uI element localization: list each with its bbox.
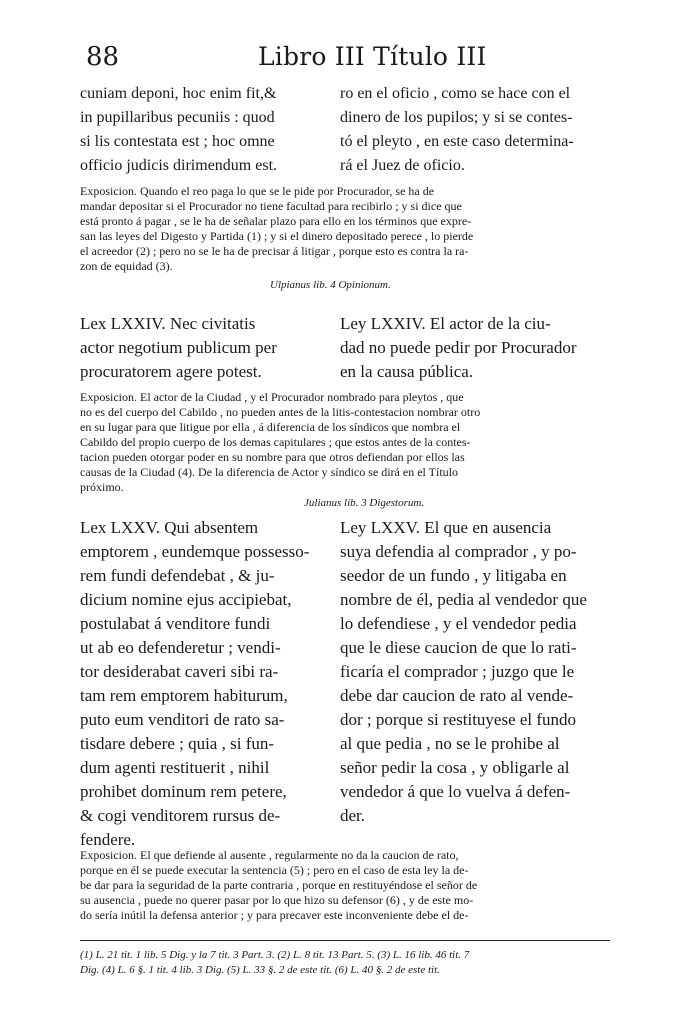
page-number: 88 — [86, 42, 120, 72]
lex-75 — [80, 516, 610, 852]
exposicion-2: Exposicion. El actor de la Ciudad , y el Procurador nombrado para pleytos , que no es del cuerpo del Cabildo , no pueden antes de la litis-contestacion nombrar otro en su lugar para que litigue por ella , á diferencia de los síndicos que nombra el Cabildo del propio cuerpo de los demas capitulares ; que estos antes de la contes- tacion pueden otorgar poder en su nombre para que otros defiendan por ellos las causas de la Ciudad (4). De la diferencia de Actor y síndico se dirá en el Título próximo. — [80, 390, 481, 494]
footnote-rule — [80, 940, 610, 941]
intro-latin-column: cuniam deponi, hoc enim fit,& in pupillaribus pecuniis : quod si lis contestata est ; hoc omne officio judicis dirimendum est. — [80, 85, 278, 174]
exposicion-1-attribution: Ulpianus lib. 4 Opinionum. — [270, 279, 391, 291]
lex-74-latin-column: Lex LXXIV. Nec civitatis actor negotium publicum per procuratorem agere potest. — [80, 314, 277, 381]
section-intro — [80, 82, 610, 178]
lex-74-spanish-column: Ley LXXIV. El actor de la ciu- dad no puede pedir por Procurador en la causa pública. — [340, 314, 577, 381]
lex-74 — [80, 312, 610, 384]
intro-spanish-column: ro en el oficio , como se hace con el dinero de los pupilos; y si se contes- tó el pleyto , en este caso determina- rá el Juez de oficio. — [340, 85, 574, 174]
exposicion-1: Exposicion. Quando el reo paga lo que se le pide por Procurador, se ha de mandar depositar si el Procurador no tiene facultad para recibirlo ; y si dice que está pronto á pagar , se le ha de señalar plazo para ello en los términos que expre- san las leyes del Digesto y Partida (1) ; y si el dinero depositado perece , lo pierde el acreedor (2) ; pero no se le ha de precisar á litigar , porque esto es contra la ra- zon de equidad (3). — [80, 184, 474, 273]
lex-75-latin-column: Lex LXXV. Qui absentem emptorem , eundemque possesso- rem fundi defendebat , & ju- dicium nomine ejus accipiebat, postulabat á venditore fundi ut ab eo defenderetur ; vendi- tor desiderabat caveri sibi ra- tam rem emptorem habiturum, puto eum venditori de rato sa- tisdare debere ; quia , si fun- dum agenti restituerit , nihil prohibet dominum rem petere, & cogi venditorem rursus de- fendere. — [80, 518, 310, 849]
lex-75-spanish-column: Ley LXXV. El que en ausencia suya defendia al comprador , y po- seedor de un fundo , y litigaba en nombre de él, pedia al vendedor que lo defendiese , y el vendedor pedia que le diese caucion de que lo rati- ficaría el comprador ; juzgo que le debe dar caucion de rato al vende- dor ; porque si restituyese el fundo al que pedia , no se le prohibe al señor pedir la cosa , y obligarle al vendedor á que lo vuelva á defen- der. — [340, 518, 587, 825]
exposicion-2-attribution: Julianus lib. 3 Digestorum. — [304, 497, 425, 509]
exposicion-3: Exposicion. El que defiende al ausente , regularmente no da la caucion de rato, porque en él se puede executar la sentencia (5) ; pero en el caso de esta ley la de- be dar para la seguridad de la parte contraria , porque en restituyéndose el señor de su ausencia , puede no querer pasar por lo que hizo su defensor (6) , y de este mo- do sería inútil la defensa anterior ; y para precaver este inconveniente debe el de- — [80, 848, 478, 922]
running-title: Libro III Título III — [258, 42, 487, 71]
footnotes: (1) L. 21 tit. 1 lib. 5 Dig. y la 7 tit. 3 Part. 3. (2) L. 8 tit. 13 Part. 5. (3) L. 16 lib. 46 tit. 7 Dig. (4) L. 6 §. 1 tit. 4 lib. 3 Dig. (5) L. 33 §. 2 de este tit. (6) L. 40 §. 2 de este tit. — [80, 949, 470, 976]
page-header — [78, 40, 610, 76]
